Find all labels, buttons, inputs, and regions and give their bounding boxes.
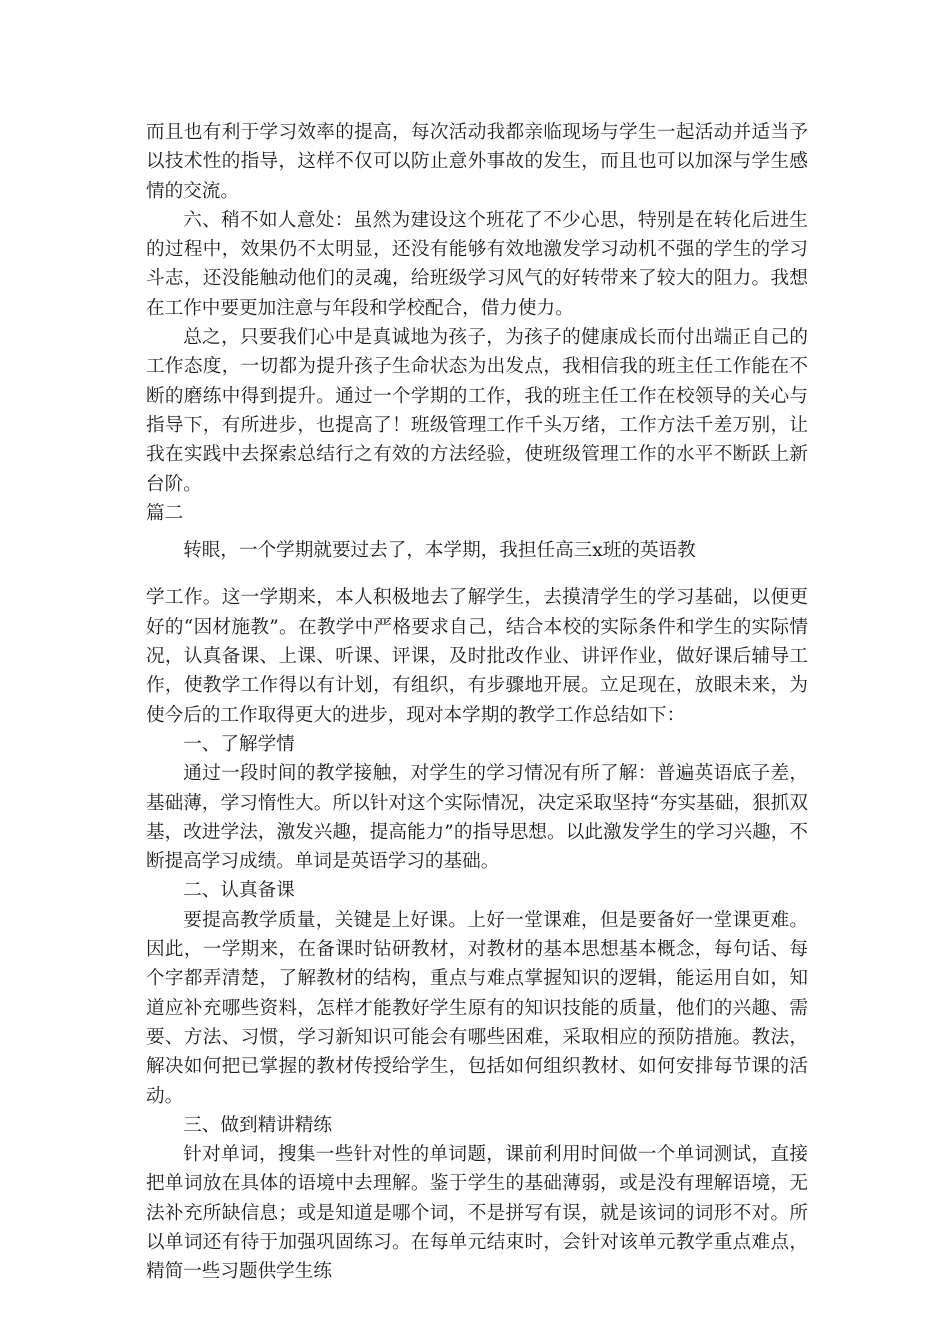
paragraph-continued: 而且也有利于学习效率的提高，每次活动我都亲临现场与学生一起活动并适当予以技术性的指导，这样不仅可以防止意外事故的发生，而且也可以加深与学生感情的交流。 <box>146 122 808 202</box>
paragraph-intro-first-line: 转眼，一个学期就要过去了，本学期，我担任高三x班的英语教 <box>183 540 696 562</box>
paragraph-lesson-preparation: 要提高教学质量，关键是上好课。上好一堂课难，但是要备好一堂课更难。因此，一学期来，在备课时钻研教材，对教材的基本思想基本概念，每句话、每个字都弄清楚，了解教材的结构，重点与难点掌握知识的逻辑，能运用自如，知道应补充哪些资料，怎样才能教好学生原有的知识技能的质量，他们的兴趣、需要、方法、习惯，学习新知识可能会有哪些困难，采取相应的预防措施。教法，解决如何把已掌握的教材传授给学生，包括如何组织教材、如何安排每节课的活动。 <box>146 909 808 1107</box>
heading-understand-students: 一、了解学情 <box>183 733 295 755</box>
paragraph-six-shortcomings: 六、稍不如人意处：虽然为建设这个班花了不少心思，特别是在转化后进生的过程中，效果仍不太明显，还没有能够有效地激发学习动机不强的学生的学习斗志，还没能触动他们的灵魂，给班级学习风气的好转带来了较大的阻力。我想在工作中要更加注意与年段和学校配合，借力使力。 <box>146 209 808 319</box>
paragraph-understand-students: 通过一段时间的教学接触，对学生的学习情况有所了解：普遍英语底子差，基础薄，学习惰性大。所以针对这个实际情况，决定采取坚持“夯实基础，狠抓双基，改进学法，激发兴趣，提高能力”的指导思想。以此激发学生的学习兴趣，不断提高学习成绩。单词是英语学习的基础。 <box>146 763 808 873</box>
document-page <box>146 118 808 1287</box>
heading-concise-teaching: 三、做到精讲精练 <box>183 1114 332 1136</box>
section-label-pian-er: 篇二 <box>146 502 184 524</box>
paragraph-summary: 总之，只要我们心中是真诚地为孩子，为孩子的健康成长而付出端正自己的工作态度，一切都为提升孩子生命状态为出发点，我相信我的班主任工作能在不断的磨练中得到提升。通过一个学期的工作，我的班主任工作在校领导的关心与指导下，有所进步，也提高了！班级管理工作千头万绪，工作方法千差万别，让我在实践中去探索总结行之有效的方法经验，使班级管理工作的水平不断跃上新台阶。 <box>146 327 808 495</box>
paragraph-concise-teaching: 针对单词，搜集一些针对性的单词题，课前利用时间做一个单词测试，直接把单词放在具体的语境中去理解。鉴于学生的基础薄弱，或是没有理解语境，无法补充所缺信息；或是知道是哪个词，不是拼写有误，就是该词的词形不对。所以单词还有待于加强巩固练习。在每单元结束时，会针对该单元教学重点难点，精简一些习题供学生练 <box>146 1144 808 1283</box>
heading-lesson-preparation: 二、认真备课 <box>183 880 295 902</box>
paragraph-intro-continued: 学工作。这一学期来，本人积极地去了解学生，去摸清学生的学习基础，以便更好的“因材施教”。在教学中严格要求自己，结合本校的实际条件和学生的实际情况，认真备课、上课、听课、评课，及时批改作业、讲评作业，做好课后辅导工作，使教学工作得以有计划，有组织，有步骤地开展。立足现在，放眼未来，为使今后的工作取得更大的进步，现对本学期的教学工作总结如下： <box>146 587 808 726</box>
